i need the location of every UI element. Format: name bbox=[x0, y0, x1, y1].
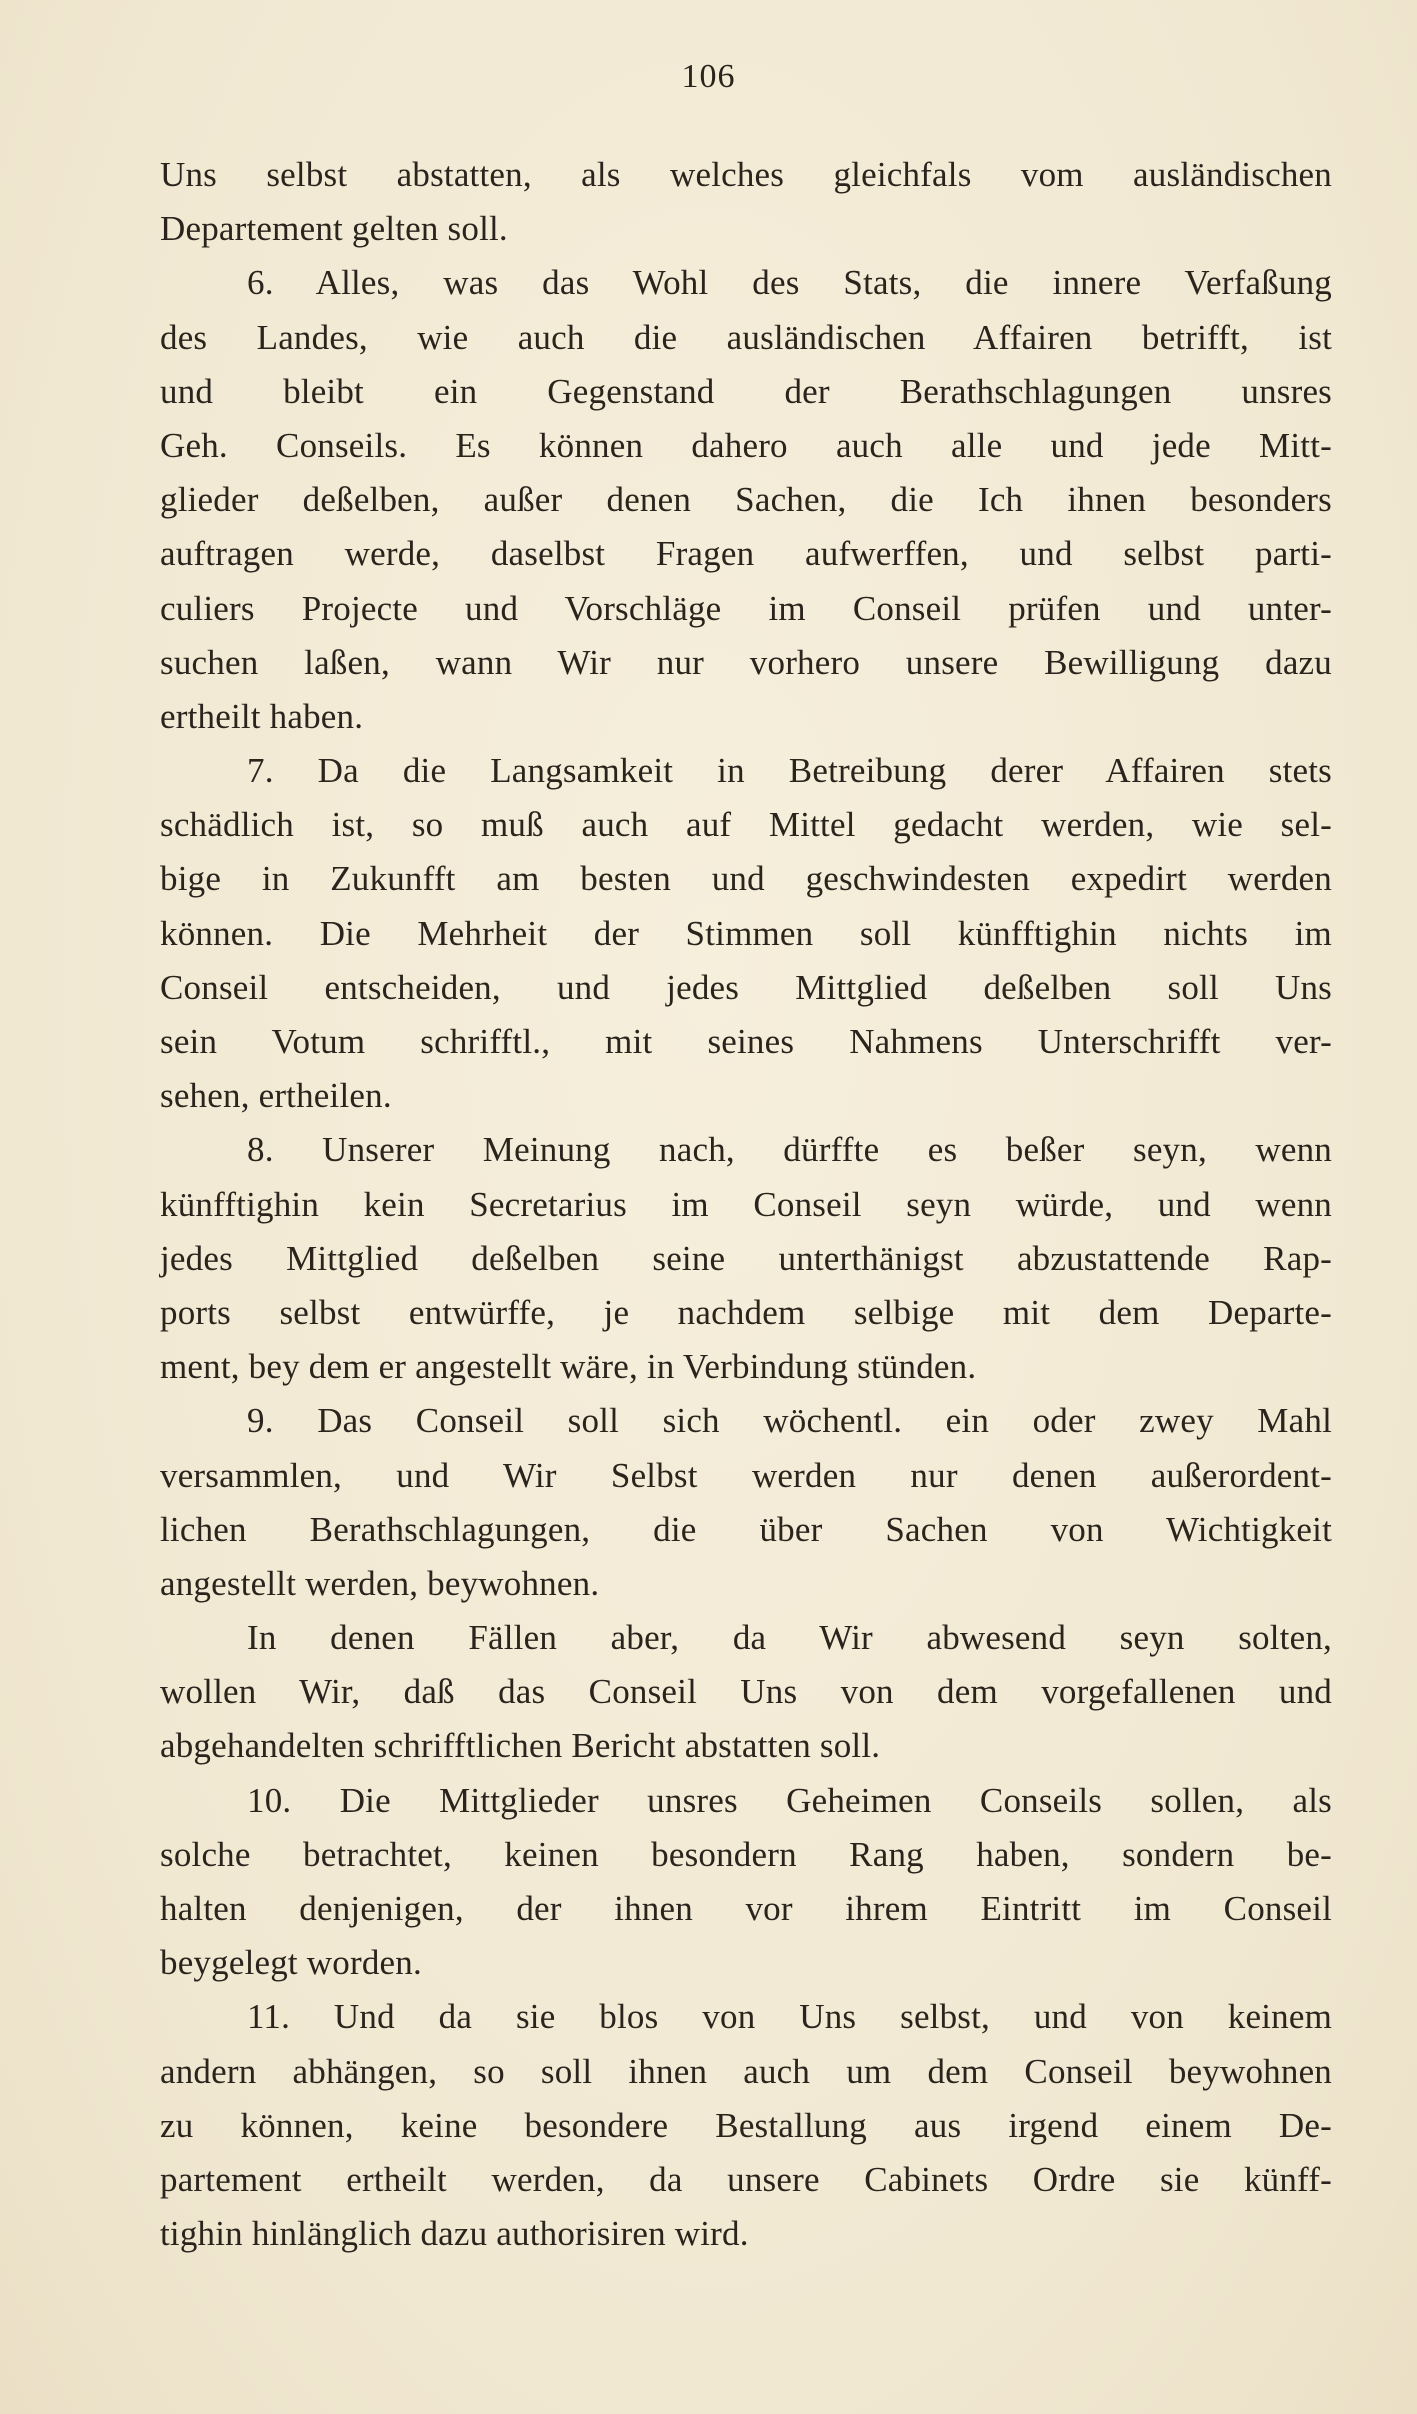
text-line: schädlich ist, so muß auch auf Mittel gedacht werden, wie sel- bbox=[160, 805, 1332, 845]
text-line: lichen Berathschlagungen, die über Sachen von Wichtigkeit bbox=[160, 1509, 1332, 1549]
page-number: 106 bbox=[681, 58, 736, 95]
text-line: glieder deßelben, außer denen Sachen, die Ich ihnen besonders bbox=[160, 480, 1332, 520]
text-line: auftragen werde, daselbst Fragen aufwerffen, und selbst parti- bbox=[160, 534, 1332, 574]
text-line: abgehandelten schrifftlichen Bericht abstatten soll. bbox=[160, 1726, 881, 1766]
text-line: halten denjenigen, der ihnen vor ihrem Eintritt im Conseil bbox=[160, 1889, 1332, 1928]
text-line: Conseil entscheiden, und jedes Mittglied deßelben soll Uns bbox=[160, 967, 1332, 1007]
text-line: sein Votum schrifftl., mit seines Nahmens Unterschrifft ver- bbox=[160, 1022, 1332, 1061]
text-line: 11. Und da sie blos von Uns selbst, und von keinem bbox=[247, 1997, 1332, 2037]
text-line: Departement gelten soll. bbox=[160, 209, 508, 249]
text-line: versammlen, und Wir Selbst werden nur denen außerordent- bbox=[160, 1455, 1332, 1495]
text-line: und bleibt ein Gegenstand der Berathschlagungen unsres bbox=[160, 371, 1332, 411]
text-line: 9. Das Conseil soll sich wöchentl. ein oder zwey Mahl bbox=[247, 1401, 1332, 1441]
text-line: partement ertheilt werden, da unsere Cabinets Ordre sie künff- bbox=[160, 2159, 1332, 2199]
text-line: tighin hinlänglich dazu authorisiren wird. bbox=[160, 2214, 749, 2254]
text-line: jedes Mittglied deßelben seine unterthänigst abzustattende Rap- bbox=[160, 1238, 1332, 1278]
text-line: können. Die Mehrheit der Stimmen soll künfftighin nichts im bbox=[160, 913, 1332, 953]
text-line: angestellt werden, beywohnen. bbox=[160, 1563, 600, 1603]
text-line: andern abhängen, so soll ihnen auch um dem Conseil beywohnen bbox=[160, 2051, 1332, 2091]
text-line: In denen Fällen aber, da Wir abwesend seyn solten, bbox=[247, 1618, 1332, 1658]
text-line: Geh. Conseils. Es können dahero auch alle und jede Mitt- bbox=[160, 425, 1332, 465]
text-line: wollen Wir, daß das Conseil Uns von dem vorgefallenen und bbox=[160, 1672, 1332, 1712]
text-line: 6. Alles, was das Wohl des Stats, die innere Verfaßung bbox=[247, 263, 1332, 303]
text-line: künfftighin kein Secretarius im Conseil seyn würde, und wenn bbox=[160, 1184, 1332, 1224]
text-line: beygelegt worden. bbox=[160, 1943, 422, 1983]
text-line: ment, bey dem er angestellt wäre, in Verbindung stünden. bbox=[160, 1347, 977, 1387]
text-line: solche betrachtet, keinen besondern Rang haben, sondern be- bbox=[160, 1834, 1332, 1874]
text-line: bige in Zukunfft am besten und geschwindesten expedirt werden bbox=[160, 859, 1332, 899]
text-line: suchen laßen, wann Wir nur vorhero unsere Bewilligung dazu bbox=[160, 642, 1332, 682]
text-line: 10. Die Mittglieder unsres Geheimen Conseils sollen, als bbox=[247, 1780, 1332, 1820]
text-line: ertheilt haben. bbox=[160, 696, 364, 736]
text-line: zu können, keine besondere Bestallung aus irgend einem De- bbox=[160, 2105, 1332, 2145]
text-line: 7. Da die Langsamkeit in Betreibung derer Affairen stets bbox=[247, 751, 1332, 791]
text-line: sehen, ertheilen. bbox=[160, 1076, 392, 1116]
text-line: ports selbst entwürffe, je nachdem selbige mit dem Departe- bbox=[160, 1292, 1332, 1332]
text-line: des Landes, wie auch die ausländischen Affairen betrifft, ist bbox=[160, 317, 1332, 357]
text-line: culiers Projecte und Vorschläge im Conseil prüfen und unter- bbox=[160, 588, 1332, 628]
text-line: 8. Unserer Meinung nach, dürffte es beßer seyn, wenn bbox=[247, 1130, 1332, 1170]
text-line: Uns selbst abstatten, als welches gleichfals vom ausländischen bbox=[160, 155, 1332, 194]
body-text bbox=[160, 148, 1332, 2261]
